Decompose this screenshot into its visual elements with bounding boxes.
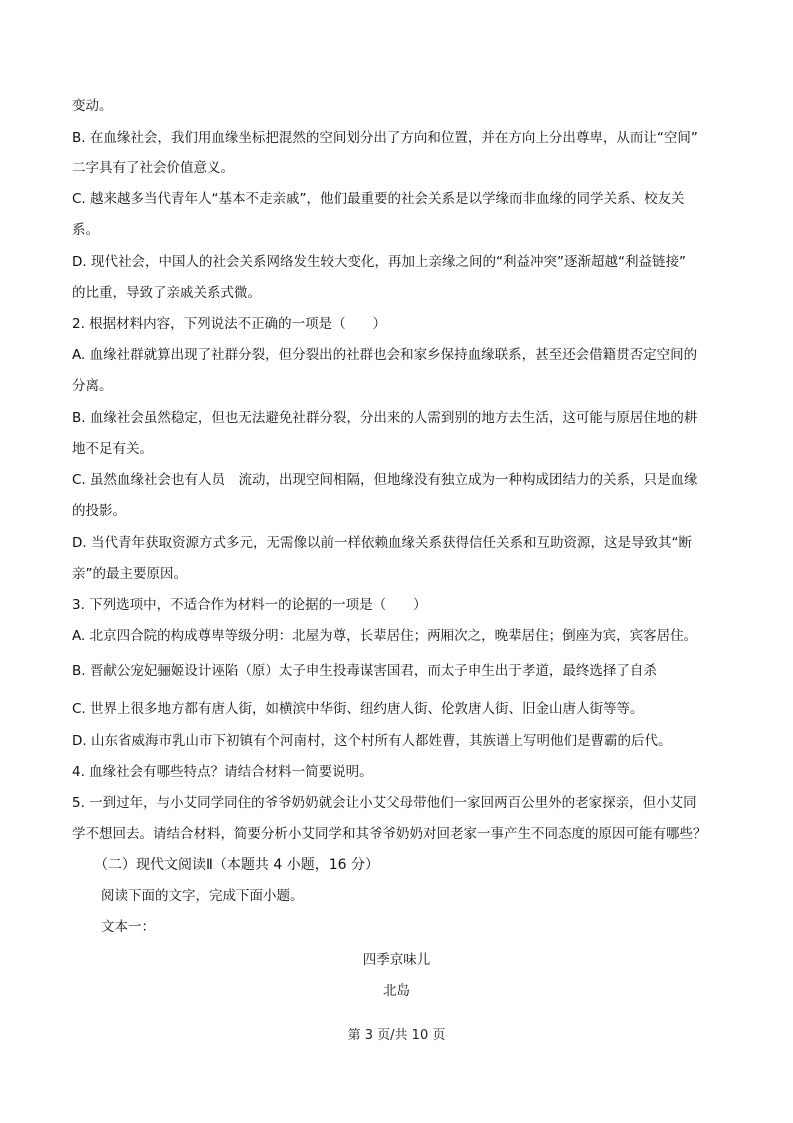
option-d-line: D. 当代青年获取资源方式多元，无需像以前一样依赖血缘关系获得信任关系和互助资源，这是导致其“断: [72, 535, 692, 551]
option-d-line: D. 现代社会，中国人的社会关系网络发生较大变化，再加上亲缘之间的“利益冲突”逐渐超越“利益链接”: [72, 254, 686, 270]
option-c-line: C. 越来越多当代青年人“基本不走亲戚”，他们最重要的社会关系是以学缘而非血缘的同学关系、校友关: [72, 191, 685, 207]
text-line: 的投影。: [72, 503, 126, 519]
option-a-line: A. 血缘社群就算出现了社群分裂，但分裂出的社群也会和家乡保持血缘联系，甚至还会借籍贯否定空间的: [72, 347, 698, 363]
text-line: 学不想回去。请结合材料，简要分析小艾同学和其爷爷奶奶对回老家一事产生不同态度的原因可能有哪些？: [72, 826, 707, 842]
article-author: 北岛: [383, 983, 410, 999]
instruction-text: 阅读下面的文字，完成下面小题。: [101, 888, 304, 904]
question-4: 4. 血缘社会有哪些特点？请结合材料一简要说明。: [72, 764, 373, 780]
text-line: 变动。: [72, 98, 113, 114]
option-b-line: B. 在血缘社会，我们用血缘坐标把混然的空间划分出了方向和位置，并在方向上分出尊卑，从而让“空间”: [72, 130, 698, 146]
option-c-line: C. 世界上很多地方都有唐人街，如横滨中华街、纽约唐人街、伦敦唐人街、旧金山唐人街等等。: [72, 701, 644, 717]
text-line: 系。: [72, 222, 99, 238]
option-a-line: A. 北京四合院的构成尊卑等级分明：北屋为尊，长辈居住；两厢次之，晚辈居住；倒座为宾，宾客居住。: [72, 628, 698, 644]
text-line: 的比重，导致了亲戚关系式微。: [72, 285, 261, 301]
question-3: 3. 下列选项中，不适合作为材料一的论据的一项是（ ）: [72, 597, 427, 613]
article-title: 四季京味儿: [362, 952, 431, 968]
option-c-line: C. 虽然血缘社会也有人员 流动，出现空间相隔，但地缘没有独立成为一种构成团结力的关系，只是血缘: [72, 472, 698, 488]
text-one-label: 文本一：: [101, 919, 155, 935]
text-line: 分离。: [72, 378, 113, 394]
text-line: 亲”的最主要原因。: [72, 566, 187, 582]
question-2: 2. 根据材料内容，下列说法不正确的一项是（ ）: [72, 316, 387, 332]
section-title: （二）现代文阅读Ⅱ（本题共 4 小题，16 分）: [94, 857, 379, 873]
option-d-line: D. 山东省威海市乳山市下初镇有个河南村，这个村所有人都姓曹，其族谱上写明他们是曹霸的后代。: [72, 733, 672, 749]
question-5: 5. 一到过年，与小艾同学同住的爷爷奶奶就会让小艾父母带他们一家回两百公里外的老家探亲，但小艾同: [72, 795, 697, 811]
page-number: 第 3 页/共 10 页: [347, 1028, 446, 1043]
text-line: 地不足有关。: [72, 441, 153, 457]
option-b-line: B. 晋献公宠妃骊姬设计诬陷（原）太子申生投毒谋害国君，而太子申生出于孝道，最终选择了自杀: [72, 663, 657, 679]
option-b-line: B. 血缘社会虽然稳定，但也无法避免社群分裂，分出来的人需到别的地方去生活，这可能与原居住地的耕: [72, 410, 698, 426]
text-line: 二字具有了社会价值意义。: [72, 160, 234, 176]
